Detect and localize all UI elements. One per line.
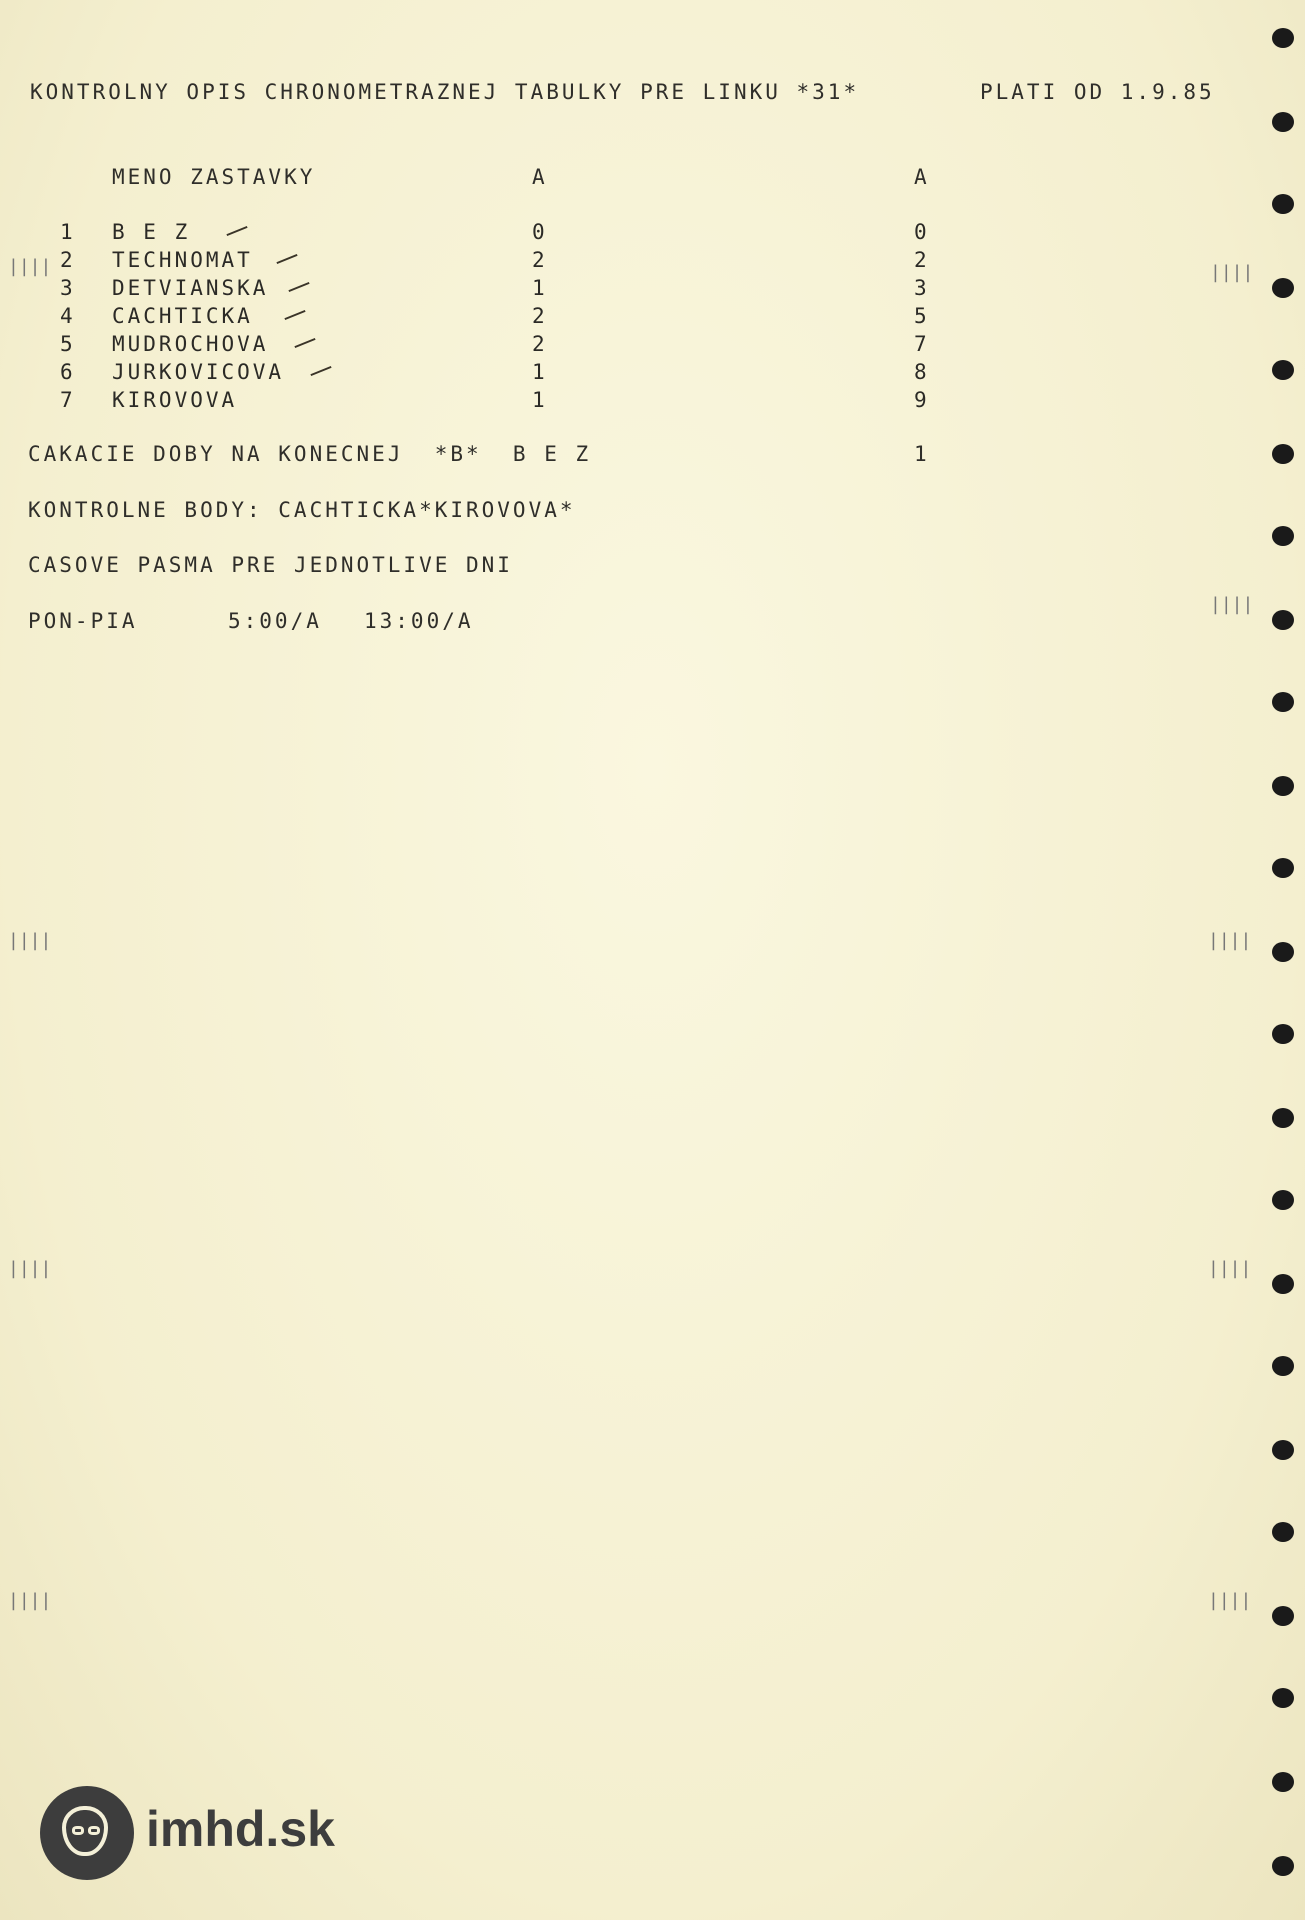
day-range: PON-PIA	[28, 609, 138, 633]
tractor-feed-hole	[1272, 278, 1294, 298]
control-points: KONTROLNE BODY: CACHTICKA*KIROVOVA*	[28, 498, 576, 522]
tractor-feed-hole	[1272, 1772, 1294, 1792]
tractor-feed-hole	[1272, 1356, 1294, 1376]
perforation-mark: ||||	[8, 930, 52, 951]
cumulative-minutes: 9	[914, 388, 930, 412]
interval-minutes: 2	[532, 304, 548, 328]
tractor-feed-hole	[1272, 1108, 1294, 1128]
tractor-feed-hole	[1272, 1606, 1294, 1626]
perforation-mark: ||||	[1210, 262, 1254, 283]
table-row	[0, 388, 1000, 416]
column-header-a-cumulative: A	[914, 165, 930, 189]
perforation-mark: ||||	[1208, 1590, 1252, 1611]
document-title: KONTROLNY OPIS CHRONOMETRAZNEJ TABULKY PRE LINKU *31*	[30, 80, 860, 104]
interval-minutes: 1	[532, 276, 548, 300]
valid-from-date: PLATI OD 1.9.85	[980, 80, 1215, 104]
tractor-feed-hole	[1272, 858, 1294, 878]
table-row	[0, 220, 1000, 248]
stop-name: CACHTICKA	[112, 304, 253, 328]
cumulative-minutes: 5	[914, 304, 930, 328]
tractor-feed-hole	[1272, 1522, 1294, 1542]
column-header-stop-name: MENO ZASTAVKY	[112, 165, 316, 189]
cumulative-minutes: 8	[914, 360, 930, 384]
stop-name: MUDROCHOVA	[112, 332, 269, 356]
interval-minutes: 2	[532, 332, 548, 356]
column-header-a-interval: A	[532, 165, 548, 189]
stop-number: 5	[60, 332, 76, 356]
terminal-layover-value: 1	[914, 442, 930, 466]
tractor-feed-hole	[1272, 360, 1294, 380]
tractor-feed-hole	[1272, 444, 1294, 464]
check-tick-mark	[276, 254, 297, 264]
perforation-mark: ||||	[1208, 930, 1252, 951]
tractor-feed-hole	[1272, 1274, 1294, 1294]
imhd-logo-icon	[40, 1786, 134, 1880]
stop-number: 1	[60, 220, 76, 244]
stop-number: 7	[60, 388, 76, 412]
tractor-feed-hole	[1272, 1024, 1294, 1044]
time-band-start: 5:00/A	[228, 609, 322, 633]
tractor-feed-hole	[1272, 610, 1294, 630]
table-row	[0, 304, 1000, 332]
tractor-feed-hole	[1272, 692, 1294, 712]
tractor-feed-hole	[1272, 112, 1294, 132]
interval-minutes: 1	[532, 360, 548, 384]
perforation-mark: ||||	[1210, 594, 1254, 615]
tractor-feed-hole	[1272, 1856, 1294, 1876]
interval-minutes: 2	[532, 248, 548, 272]
stop-number: 2	[60, 248, 76, 272]
perforation-mark: ||||	[8, 256, 52, 277]
check-tick-mark	[288, 282, 309, 292]
terminal-layover-label: CAKACIE DOBY NA KONECNEJ *B* B E Z	[28, 442, 592, 466]
stop-number: 6	[60, 360, 76, 384]
stop-name: TECHNOMAT	[112, 248, 253, 272]
perforation-mark: ||||	[1208, 1258, 1252, 1279]
cumulative-minutes: 3	[914, 276, 930, 300]
cumulative-minutes: 0	[914, 220, 930, 244]
check-tick-mark	[294, 338, 315, 348]
perforation-mark: ||||	[8, 1590, 52, 1611]
perforation-mark: ||||	[8, 1258, 52, 1279]
cumulative-minutes: 7	[914, 332, 930, 356]
check-tick-mark	[310, 366, 331, 376]
interval-minutes: 0	[532, 220, 548, 244]
check-tick-mark	[226, 226, 247, 236]
table-row	[0, 360, 1000, 388]
time-band-second: 13:00/A	[364, 609, 474, 633]
stop-name: DETVIANSKA	[112, 276, 269, 300]
interval-minutes: 1	[532, 388, 548, 412]
tractor-feed-hole	[1272, 776, 1294, 796]
table-row	[0, 248, 1000, 276]
stop-name: JURKOVICOVA	[112, 360, 285, 384]
check-tick-mark	[284, 310, 305, 320]
stop-number: 3	[60, 276, 76, 300]
tractor-feed-hole	[1272, 1440, 1294, 1460]
tractor-feed-hole	[1272, 942, 1294, 962]
tractor-feed-hole	[1272, 526, 1294, 546]
tractor-feed-hole	[1272, 1688, 1294, 1708]
cumulative-minutes: 2	[914, 248, 930, 272]
table-row	[0, 276, 1000, 304]
table-row	[0, 332, 1000, 360]
brand-watermark: imhd.sk	[146, 1801, 335, 1857]
tractor-feed-hole	[1272, 28, 1294, 48]
stop-name: KIROVOVA	[112, 388, 238, 412]
stop-number: 4	[60, 304, 76, 328]
time-bands-title: CASOVE PASMA PRE JEDNOTLIVE DNI	[28, 553, 513, 577]
tractor-feed-hole	[1272, 1190, 1294, 1210]
tractor-feed-hole	[1272, 194, 1294, 214]
stop-name: B E Z	[112, 220, 191, 244]
